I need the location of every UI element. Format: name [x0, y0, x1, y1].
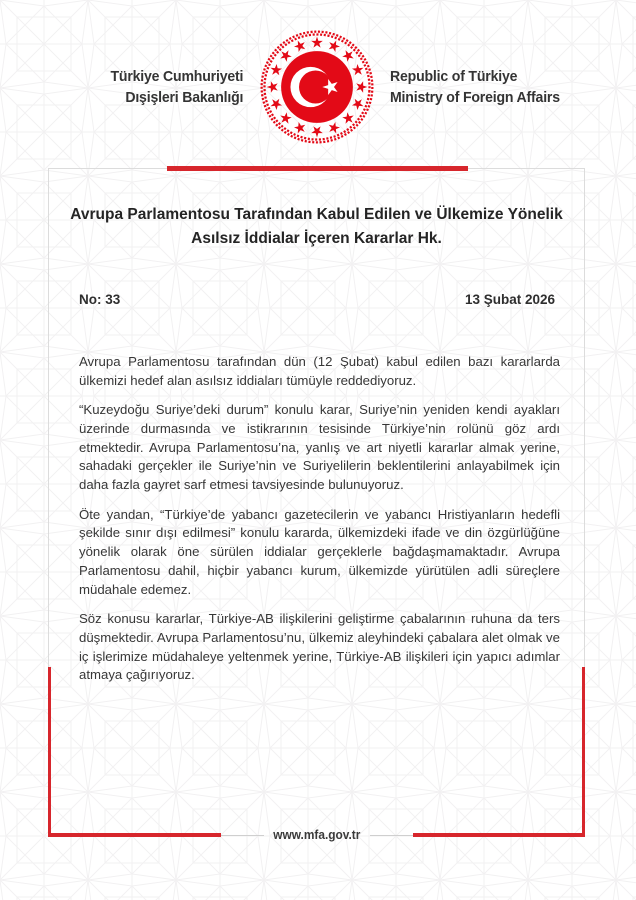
footer-website: www.mfa.gov.tr	[273, 828, 361, 842]
body-paragraph: Söz konusu kararlar, Türkiye-AB ilişkilerini geliştirme çabalarının ruhuna da ters düşmektedir. Avrupa Parlamentosu’nu, ülkemiz aleyhindeki çabalara alet olmak ve iç işlerimize müdahaleye yeltenmek yerine, Türkiye-AB ilişkileri için yapıcı adımlar atmaya çağırıyoruz.	[79, 611, 560, 683]
mfa-emblem-icon	[258, 28, 376, 146]
document-title	[49, 203, 584, 250]
document-meta-row	[49, 292, 584, 307]
top-red-rule	[167, 166, 468, 171]
document-date: 13 Şubat 2026	[464, 292, 555, 307]
ministry-name-english	[390, 66, 560, 108]
content-frame	[48, 168, 585, 842]
document-body	[49, 353, 584, 685]
ministry-name-turkish	[110, 66, 243, 108]
document-title-line1: Avrupa Parlamentosu Tarafından Kabul Edilen ve Ülkemize Yönelik	[70, 206, 563, 223]
ministry-en-line2: Ministry of Foreign Affairs	[390, 89, 560, 106]
document-number: No: 33	[79, 292, 121, 307]
footer-rule	[48, 828, 585, 842]
ministry-en-line1: Republic of Türkiye	[390, 68, 518, 85]
right-red-rule	[582, 667, 585, 837]
body-paragraph: “Kuzeydoğu Suriye’deki durum” konulu karar, Suriye’nin yeniden kendi ayakları üzerinde durmasında ve istikrarının tesisinde Türkiye’nin rolünü göz ardı etmektedir. Avrupa Parlamentosu’na, yanlış ve art niyetli kararlar almak yerine, sahadaki gerçekler ile Suriye’nin ve Suriyelilerin beklentilerini anlayabilmek için daha fazla gayret sarf etmesi tavsiyesinde bulunuyoruz.	[79, 402, 560, 493]
footer-red-line-right	[413, 833, 585, 837]
footer-red-line-left	[48, 833, 221, 837]
footer-gray-line-right	[370, 835, 413, 836]
body-paragraph: Öte yandan, “Türkiye’de yabancı gazetecilerin ve yabancı Hristiyanların hedefli şekilde sınır dışı edilmesi” konulu kararda, ülkemizdeki ifade ve din özgürlüğüne yönelik olarak öne sürülen iddialar gerçeklerle bağdaşmamaktadır. Avrupa Parlamentosu dahil, hiçbir yabancı kurum, ülkemizde yürütülen adli süreçlere müdahale edemez.	[79, 506, 560, 597]
left-red-rule	[48, 667, 51, 837]
document-title-line2: Asılsız İddialar İçeren Kararlar Hk.	[191, 229, 442, 247]
body-paragraph: Avrupa Parlamentosu tarafından dün (12 Şubat) kabul edilen bazı kararlarda ülkemizi hedef alan asılsız iddiaları tümüyle reddediyoruz.	[79, 354, 560, 388]
footer-gray-line-left	[221, 835, 264, 836]
ministry-tr-line2: Dışişleri Bakanlığı	[125, 89, 243, 106]
ministry-tr-line1: Türkiye Cumhuriyeti	[110, 68, 243, 85]
